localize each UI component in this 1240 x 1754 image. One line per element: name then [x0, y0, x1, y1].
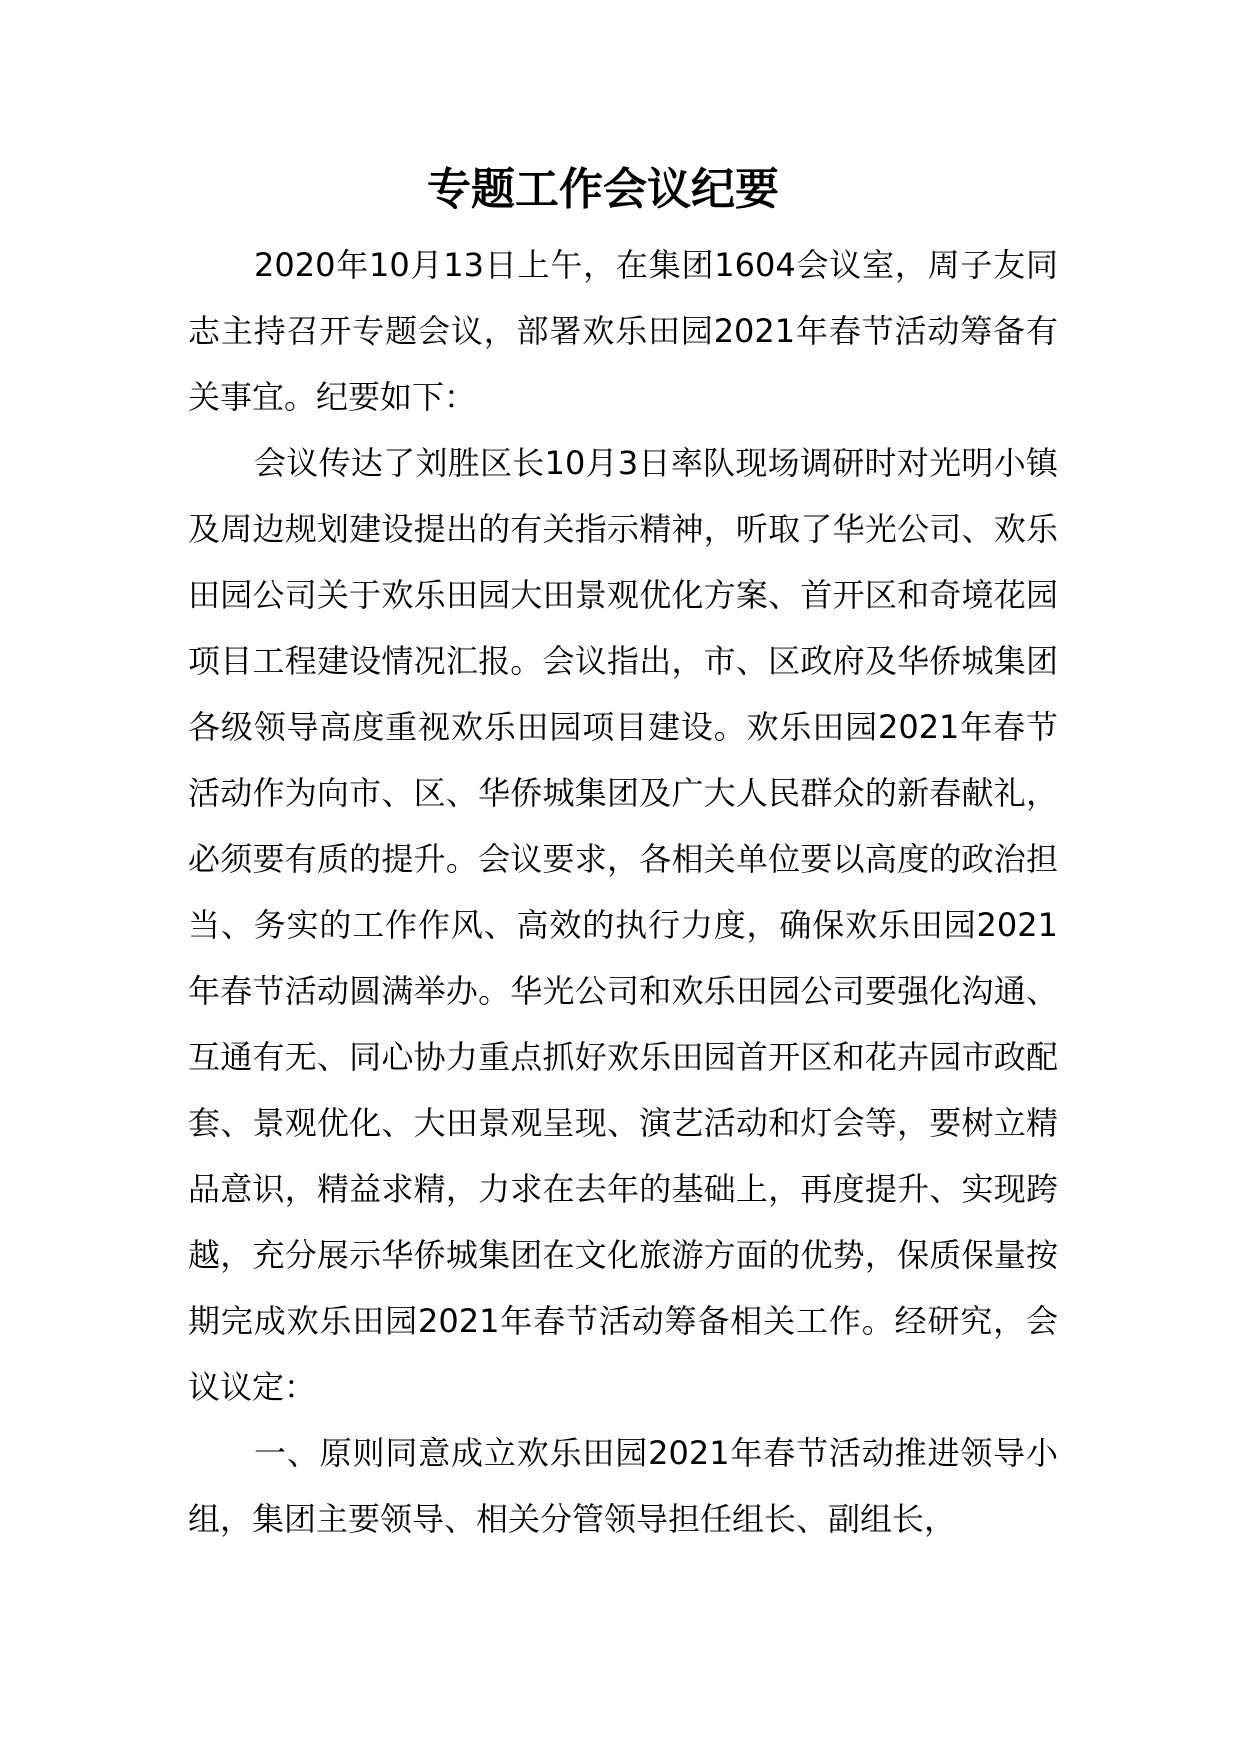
document-body	[188, 232, 1058, 1552]
paragraph-meeting-intro: 2020年10月13日上午，在集团1604会议室，周子友同志主持召开专题会议，部署欢乐田园2021年春节活动筹备有关事宜。纪要如下：	[188, 246, 1058, 416]
paragraph-decision-one: 一、原则同意成立欢乐田园2021年春节活动推进领导小组，集团主要领导、相关分管领导担任组长、副组长，	[188, 1434, 1058, 1538]
paragraph-meeting-content: 会议传达了刘胜区长10月3日率队现场调研时对光明小镇及周边规划建设提出的有关指示精神，听取了华光公司、欢乐田园公司关于欢乐田园大田景观优化方案、首开区和奇境花园项目工程建设情况汇报。会议指出，市、区政府及华侨城集团各级领导高度重视欢乐田园项目建设。欢乐田园2021年春节活动作为向市、区、华侨城集团及广大人民群众的新春献礼，必须要有质的提升。会议要求，各相关单位要以高度的政治担当、务实的工作作风、高效的执行力度，确保欢乐田园2021年春节活动圆满举办。华光公司和欢乐田园公司要强化沟通、互通有无、同心协力重点抓好欢乐田园首开区和花卉园市政配套、景观优化、大田景观呈现、演艺活动和灯会等，要树立精品意识，精益求精，力求在去年的基础上，再度提升、实现跨越，充分展示华侨城集团在文化旅游方面的优势，保质保量按期完成欢乐田园2021年春节活动筹备相关工作。经研究，会议议定：	[188, 444, 1058, 1406]
document-title: 专题工作会议纪要	[427, 164, 779, 215]
